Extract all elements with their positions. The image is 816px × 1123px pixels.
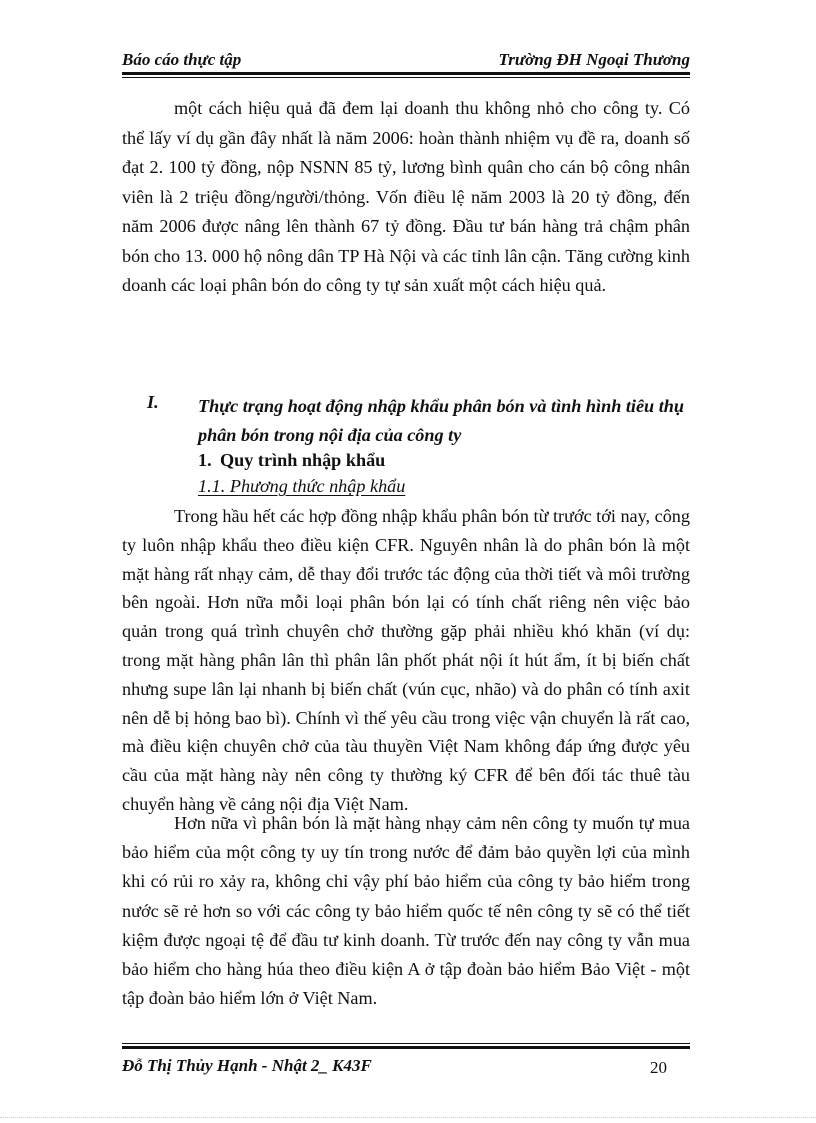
page-header <box>122 48 690 74</box>
header-school-name: Trường ĐH Ngoại Thương <box>498 50 690 69</box>
section-number: I. <box>147 392 159 412</box>
paragraph-insurance: Hơn nữa vì phân bón là mặt hàng nhạy cảm nên công ty muốn tự mua bảo hiểm của một công ty uy tín trong nước để đảm bảo quyền lợi của mình khi có rủi ro xảy ra, không chỉ vậy phí bảo hiểm của công ty bảo hiểm trong nước sẽ rẻ hơn so với các công ty bảo hiểm quốc tế nên công ty sẽ có thể tiết kiệm được ngoại tệ để đầu tư kinh doanh. Từ trước đến nay công ty vẫn mua bảo hiểm cho hàng húa theo điều kiện A ở tập đoàn bảo hiểm Bảo Việt - một tập đoàn bảo hiểm lớn ở Việt Nam. <box>122 813 690 1009</box>
page-number: 20 <box>650 1058 667 1077</box>
subsection-heading <box>198 450 385 471</box>
section-title: Thực trạng hoạt động nhập khẩu phân bón và tình hình tiêu thụ phân bón trong nội địa của công ty <box>198 396 684 445</box>
subsection-number: 1. <box>198 450 212 470</box>
page-break-line <box>0 1117 816 1118</box>
header-rule-thin <box>122 77 690 78</box>
header-rule <box>122 72 690 75</box>
footer-author: Đỗ Thị Thủy Hạnh - Nhật 2_ K43F <box>122 1056 372 1075</box>
subsubsection-title: 1.1. Phương thức nhập khẩu <box>198 476 406 496</box>
paragraph-cfr: Trong hầu hết các hợp đồng nhập khẩu phân bón từ trước tới nay, công ty luôn nhập khẩu theo điều kiện CFR. Nguyên nhân là do phân bón là một mặt hàng rất nhạy cảm, dễ thay đổi trước tác động của thời tiết và môi trường bên ngoài. Hơn nữa mỗi loại phân bón lại có tính chất riêng nên việc bảo quản trong quá trình chuyên chở thường gặp phải nhiều khó khăn (ví dụ: trong mặt hàng phân lân thì phân lân phốt phát nội ít hút ẩm, ít bị biến chất nhưng supe lân lại nhanh bị biến chất (vún cục, nhão) và do phân có tính axit nên dễ bị hỏng bao bì). Chính vì thế yêu cầu trong việc vận chuyển là rất cao, mà điều kiện chuyên chở của tàu thuyền Việt Nam không đáp ứng được yêu cầu của mặt hàng này nên công ty thường ký CFR để bên đối tác thuê tàu chuyển hàng về cảng nội địa Việt Nam. <box>122 506 690 814</box>
paragraph-intro: một cách hiệu quả đã đem lại doanh thu không nhỏ cho công ty. Có thể lấy ví dụ gần đây nhất là năm 2006: hoàn thành nhiệm vụ đề ra, doanh số đạt 2. 100 tỷ đồng, nộp NSNN 85 tỷ, lương bình quân cho cán bộ công nhân viên là 2 triệu đồng/người/thỏng. Vốn điều lệ năm 2003 là 20 tỷ đồng, đến năm 2006 được nâng lên thành 67 tỷ đồng. Đầu tư bán hàng trả chậm phân bón cho 13. 000 hộ nông dân TP Hà Nội và các tỉnh lân cận. Tăng cường kinh doanh các loại phân bón do công ty tự sản xuất một cách hiệu quả. <box>122 98 690 295</box>
subsection-title: Quy trình nhập khẩu <box>220 450 386 470</box>
footer-rule-thin <box>122 1043 690 1044</box>
header-report-title: Báo cáo thực tập <box>122 50 242 69</box>
footer-rule <box>122 1046 690 1049</box>
